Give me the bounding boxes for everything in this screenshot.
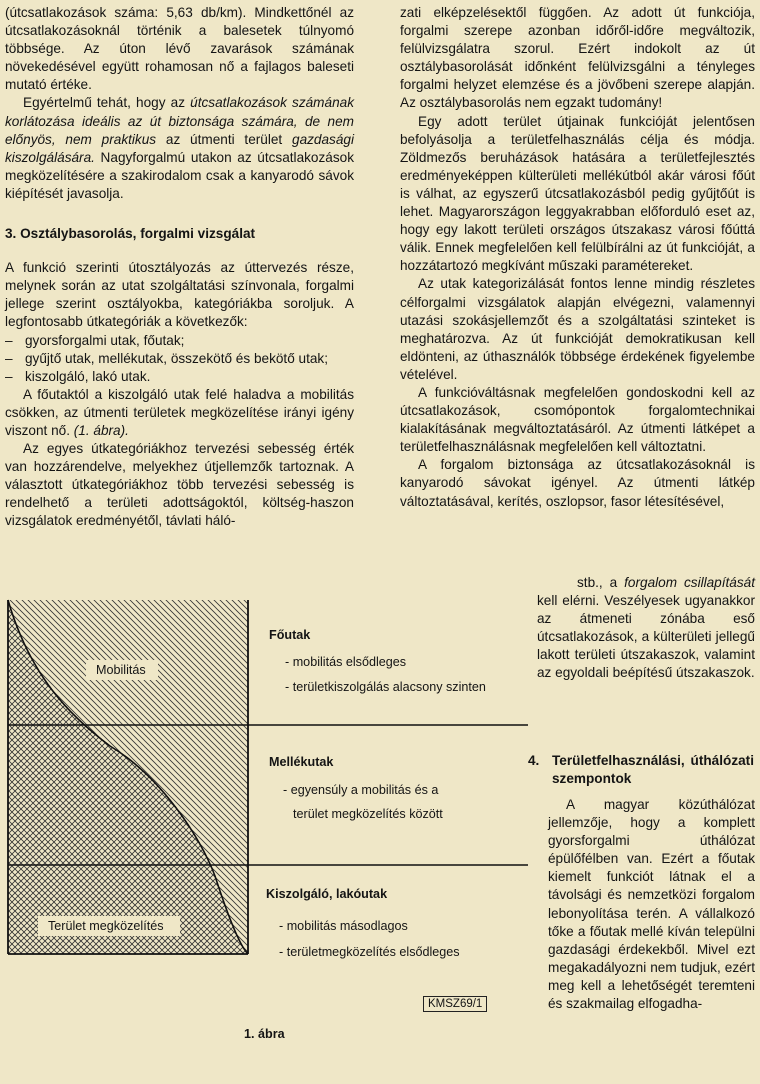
text: stb., a	[577, 575, 625, 590]
heading-number: 4.	[528, 753, 540, 768]
category-desc: - mobilitás másodlagos	[279, 919, 408, 933]
text: az útmenti terület	[156, 131, 293, 147]
figure-1	[0, 596, 530, 1016]
emphasis: gazdasági kiszolgálására.	[5, 131, 354, 165]
figure-caption: 1. ábra	[244, 1027, 285, 1041]
mobility-label: Mobilitás	[96, 663, 146, 677]
category-list	[5, 332, 354, 386]
emphasis: útcsatlakozások számának korlátozása ideális az út biztonsága számára, de nem előnyös, nem praktikus	[5, 95, 354, 147]
paragraph: zati elképzelésektől függően. Az adott út funkciója, forgalmi szerepe azonban időről-időre megváltozik, felülvizsgálatra szorul. Ezért indokolt az út osztálybasorolását időnként felülvizsgálni a tényleges forgalmi helyzet elemzése és a jövőbeni szerepe alapján. Az osztálybasorolás nem egzakt tudomány!	[400, 5, 755, 111]
paragraph: A forgalom biztonsága az útcsatlakozásoknál is kanyarodó sávokat igényel. Az útmenti látkép változtatásával, kerítés, oszlopsor, fasor létesítésével,	[400, 457, 755, 509]
text: A főutaktól a kiszolgáló utak felé haladva a mobilitás csökken, az útmenti területek megközelítése irányi igény viszont nő.	[5, 386, 354, 438]
right-column-narrow	[537, 574, 755, 683]
text: kell elérni. Veszélyesek ugyanakkor az átmeneti zónába eső útcsatlakozások, a külterületi jellegű lakott területi útszakaszok, valamint az egyoldali beépítésű útszakaszok.	[537, 593, 755, 681]
category-desc: - területmegközelítés elsődleges	[279, 945, 460, 959]
right-column	[400, 4, 755, 511]
category-desc: - területkiszolgálás alacsony szinten	[285, 680, 486, 694]
paragraph: Az utak kategorizálását fontos lenne mindig részletes célforgalmi vizsgálatok alapján elvégezni, valamennyi utazási szokásjellemzőt és a szolgáltatási szinteket is meghatározva. Az út funkcióját demokratikusan kell eldönteni, az úthasználók többsége érdekének figyelembe vételével.	[400, 276, 755, 382]
paragraph: (útcsatlakozások száma: 5,63 db/km). Mindkettőnél az útcsatlakozásoknál történik a balesetek túlnyomó többsége. Az úton lévő zavarások számának növekedésével együtt rohamosan nő a fajlagos baleseti mutató értéke.	[5, 5, 354, 93]
list-item: – kiszolgáló, lakó utak.	[5, 368, 354, 386]
left-column	[5, 4, 354, 531]
text: Nagyforgalmú utakon az útcsatlakozások megközelítésére a szakirodalom csak a kanyarodó sávok kiépítését javasolja.	[5, 149, 354, 201]
list-item: – gyorsforgalmi utak, főutak;	[5, 332, 354, 350]
category-desc: terület megközelítés között	[293, 807, 443, 821]
emphasis: forgalom csillapítását	[624, 575, 755, 590]
paragraph: Az egyes útkategóriákhoz tervezési sebesség érték van hozzárendelve, melyekhez útjellemzők tartoznak. A választott útkategóriákhoz több tervezési sebesség is rendelhető a területi adottságoktól, költség-haszon vizsgálatok eredményétől, távlati háló-	[5, 441, 354, 529]
paragraph	[5, 94, 354, 203]
text: Egyértelmű tehát, hogy az	[23, 95, 191, 111]
category-secondary-roads: Mellékutak	[269, 755, 334, 769]
paragraph	[5, 386, 354, 440]
paragraph: Egy adott terület útjainak funkcióját jelentősen befolyásolja a területfelhasználás célja és módja. Zöldmezős beruházások hatására a területfejlesztés eredményeképpen külterületi mellékútból akár városi főút is válhat, az egyszerű útcsatlakozásból pedig gyűjtőút is lehet. Magyarországon leggyakrabban előforduló eset az, hogy egy lakott területi országos útszakasz városi főúttá válik. Ennek megfelelően kell felülbírálni az út funkcióját, a hozzátartozó megkívánt műszaki paramétereket.	[400, 113, 755, 274]
paragraph	[537, 574, 755, 683]
list-item: – gyűjtő utak, mellékutak, összekötő és bekötő utak;	[5, 350, 354, 368]
paragraph: A funkcióváltásnak megfelelően gondoskodni kell az útcsatlakozások, csomópontok forgalomtechnikai kialakításának megváltoztatásáról. Az útmenti látképet a területfelhasználásnak megfelelően kell változtatni.	[400, 384, 755, 455]
category-desc: - mobilitás elsődleges	[285, 655, 407, 669]
paragraph: A funkció szerinti útosztályozás az úttervezés része, melynek során az utat szolgáltatási színvonala, forgalmi jellege szerint osztályokba, kategóriákba soroljuk. A legfontosabb útkategóriák a következők:	[5, 260, 354, 330]
category-desc: - egyensúly a mobilitás és a	[283, 783, 439, 797]
right-column-narrow-2	[548, 796, 755, 1013]
section-heading: 3. Osztálybasorolás, forgalmi vizsgálat	[5, 226, 256, 242]
category-main-roads: Főutak	[269, 628, 311, 642]
category-local-roads: Kiszolgáló, lakóutak	[266, 887, 388, 901]
paragraph: A magyar közúthálózat jellemzője, hogy a komplett gyorsforgalmi úthálózat épülőfélben van. Ezért a főutak kiemelt funkciót látnak el a távolsági és nemzetközi forgalom lebonyolítása terén. A vállalkozó tőke a főutak mellé kíván települni gazdasági érdekekből. Mivel ezt megakadályozni nem tudjuk, ezért meg kell a lehetőségét teremteni és szakmailag elfogadha-	[548, 797, 755, 1012]
figure-reference: (1. ábra).	[73, 422, 129, 438]
heading-text: Területfelhasználási, úthálózati szempontok	[552, 753, 754, 787]
figure-code: KMSZ69/1	[423, 996, 487, 1012]
access-label: Terület megközelítés	[48, 919, 164, 933]
